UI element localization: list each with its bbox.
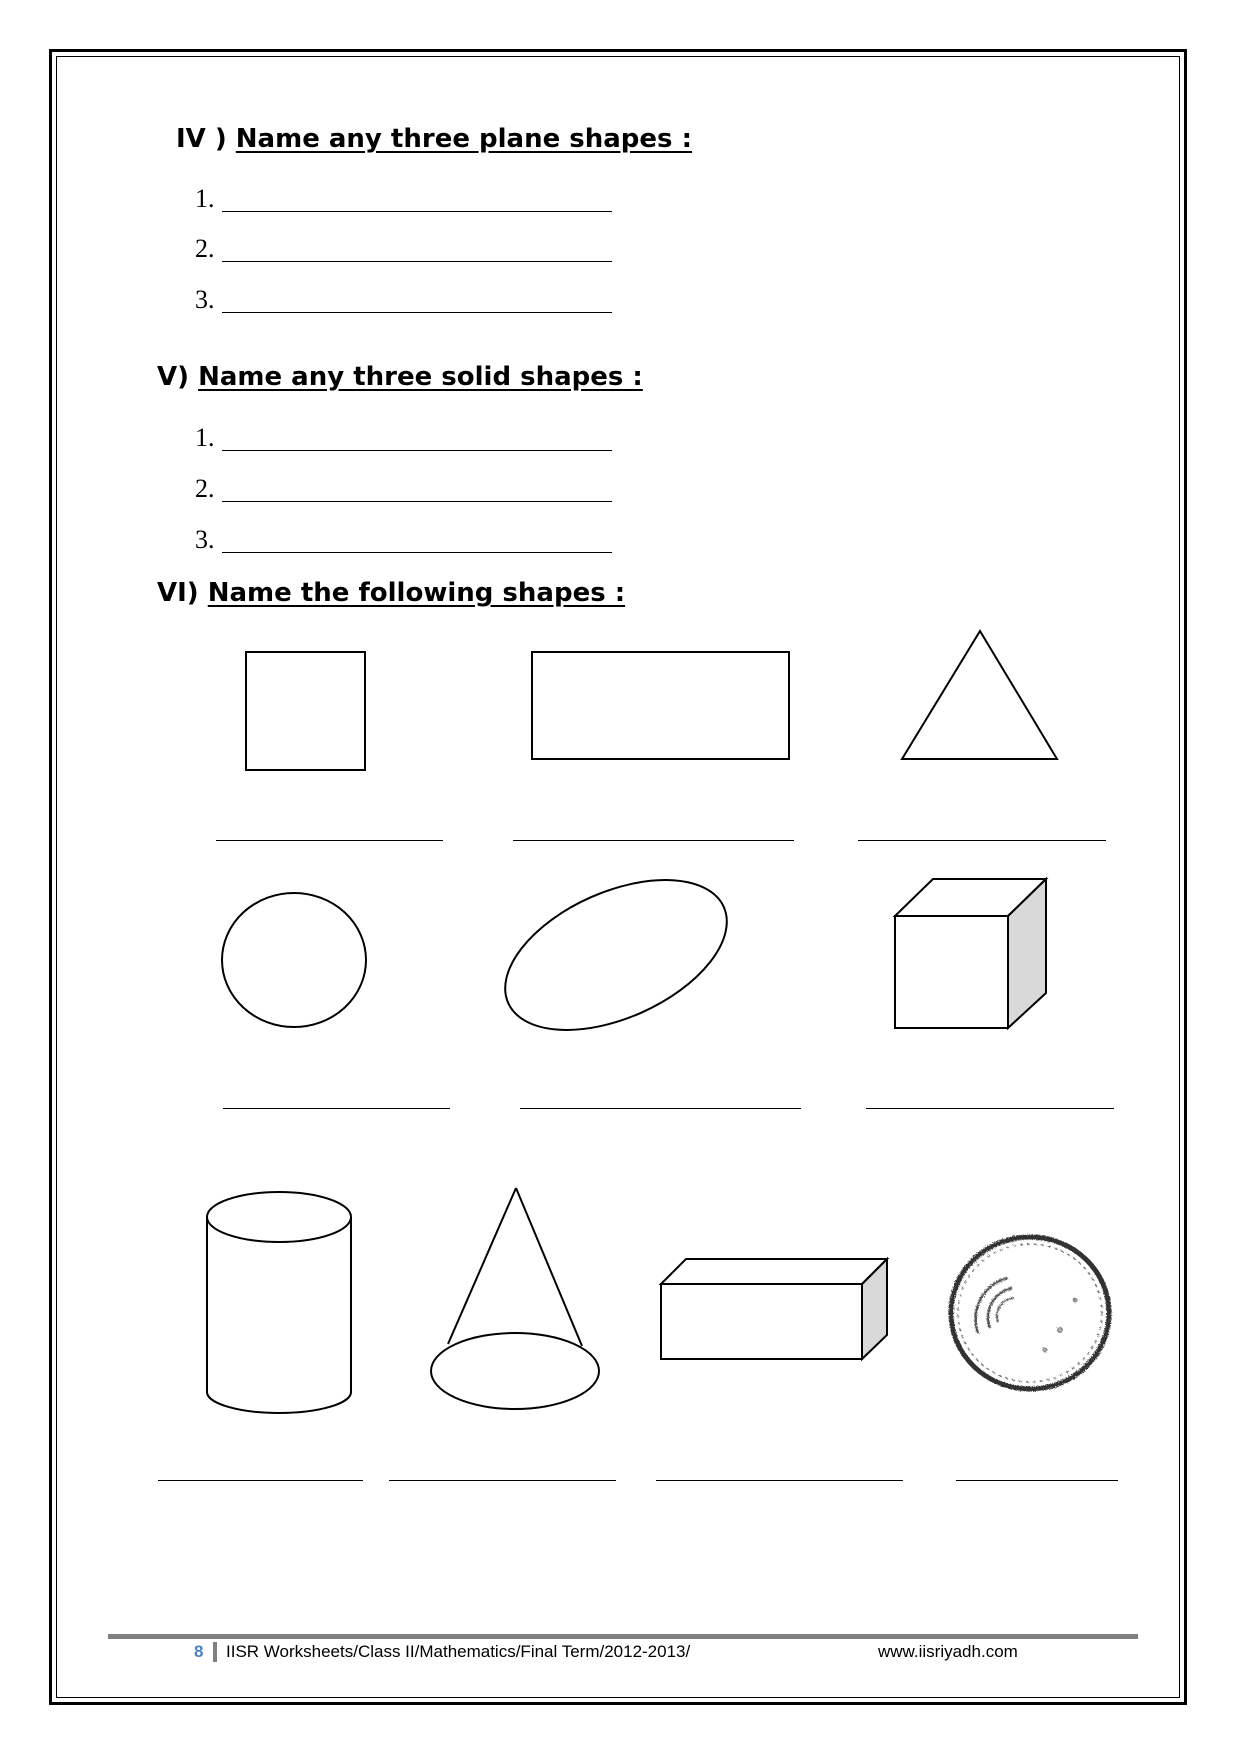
answer-blank-sphere[interactable] xyxy=(956,1480,1118,1481)
answer-blank-square[interactable] xyxy=(216,840,443,841)
cube-shape xyxy=(895,879,1046,1028)
answer-blank-oval[interactable] xyxy=(520,1108,801,1109)
sphere-shape xyxy=(951,1237,1109,1389)
triangle-shape xyxy=(902,631,1057,759)
footer-url[interactable]: www.iisriyadh.com xyxy=(878,1642,1018,1661)
item-number: 2. xyxy=(195,474,215,503)
item-number: 3. xyxy=(195,525,215,554)
answer-blank-circle[interactable] xyxy=(223,1108,450,1109)
footer-rule xyxy=(108,1634,1138,1639)
answer-blank-cube[interactable] xyxy=(866,1108,1114,1109)
section-v-numeral: V) xyxy=(157,362,190,392)
answer-blank-cylinder[interactable] xyxy=(158,1480,363,1481)
section-iv-numeral: IV ) xyxy=(176,124,227,154)
answer-blank-cone[interactable] xyxy=(389,1480,616,1481)
section-v-title: Name any three solid shapes : xyxy=(198,362,643,392)
item-number: 2. xyxy=(195,234,215,263)
section-iv-title: Name any three plane shapes : xyxy=(235,124,692,154)
rectangle-shape xyxy=(532,652,789,759)
page-number: 8 xyxy=(194,1642,204,1661)
cuboid-shape xyxy=(661,1259,887,1359)
section-vi-numeral: VI) xyxy=(157,578,199,608)
square-shape xyxy=(246,652,365,770)
item-number: 1. xyxy=(195,423,215,452)
section-vi-title: Name the following shapes : xyxy=(207,578,626,608)
item-number: 1. xyxy=(195,184,215,213)
footer-separator xyxy=(213,1642,217,1662)
answer-blank-cuboid[interactable] xyxy=(656,1480,903,1481)
circle-shape xyxy=(222,893,366,1027)
item-number: 3. xyxy=(195,285,215,314)
cylinder-shape xyxy=(207,1192,351,1413)
footer-path: IISR Worksheets/Class II/Mathematics/Final Term/2012-2013/ xyxy=(226,1642,691,1661)
answer-blank-rectangle[interactable] xyxy=(513,840,794,841)
answer-blank-triangle[interactable] xyxy=(858,840,1106,841)
cone-shape xyxy=(431,1188,599,1409)
oval-shape xyxy=(483,849,750,1060)
